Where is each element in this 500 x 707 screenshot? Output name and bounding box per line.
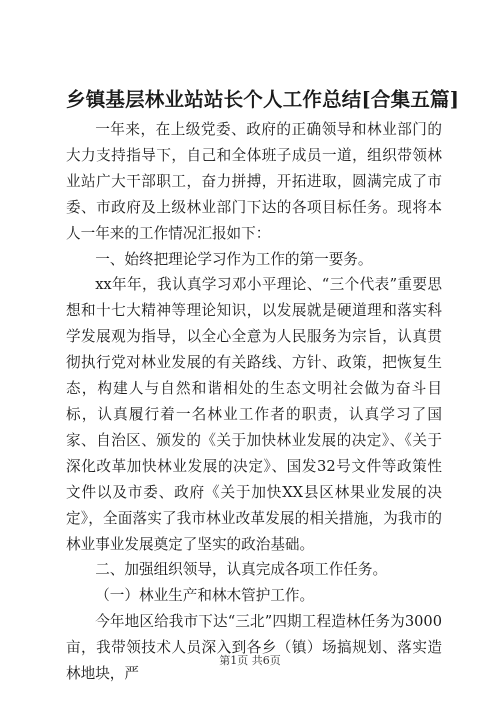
section-heading-organization: 二、加强组织领导，认真完成各项工作任务。 — [95, 561, 388, 579]
section-heading-theory-study: 一、始终把理论学习作为工作的第一要务。 — [95, 250, 373, 268]
document-title: 乡镇基层林业站站长个人工作总结[合集五篇] — [66, 88, 460, 111]
document-body — [66, 117, 442, 687]
paragraph-theory-study: xx年年，我认真学习邓小平理论、“三个代表”重要思想和十七大精神等理论知识，以发展就是硬道理和落实科学发展观为指导，以全心全意为人民服务为宗旨，认真贯彻执行党对林业发展的有关路线、方针、政策，把恢复生态，构建人与自然和谐相处的生态文明社会做为奋斗目标，认真履行着一名林业工作者的职责，认真学习了国家、自治区、颁发的《关于加快林业发展的决定》、《关于深化改革加快林业发展的决定》、国发32号文件等政策性文件以及市委、政府《关于加快XX县区林果业发展的决定》，全面落实了我市林业改革发展的相关措施，为我市的林业事业发展奠定了坚实的政治基础。 — [66, 276, 442, 553]
subsection-heading-forestry-production: （一）林业生产和林木管护工作。 — [95, 587, 315, 605]
paragraph-intro: 一年来，在上级党委、政府的正确领导和林业部门的大力支持指导下，自己和全体班子成员一道，组织带领林业站广大干部职工，奋力拼搏，开拓进取，圆满完成了市委、市政府及上级林业部门下达的各项目标任务。现将本人一年来的工作情况汇报如下： — [66, 121, 442, 242]
paragraph-afforestation-task: 今年地区给我市下达“三北”四期工程造林任务为3000亩，我带领技术人员深入到各乡（镇）场搞规划、落实造林地块，严 — [66, 613, 442, 683]
page-number-footer: 第1页 共6页 — [219, 654, 281, 667]
